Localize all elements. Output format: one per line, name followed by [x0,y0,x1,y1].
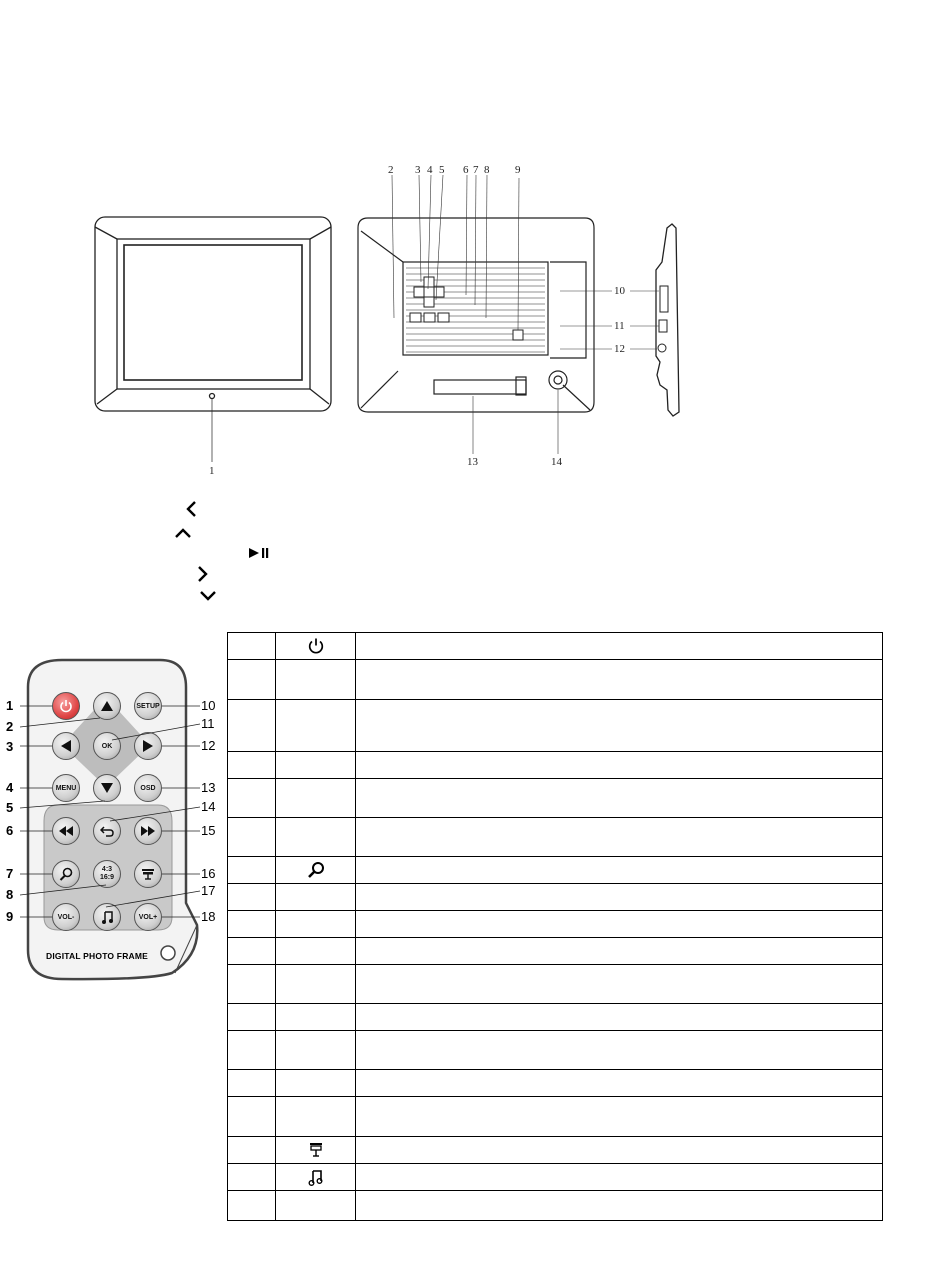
row-number [228,1031,276,1070]
row-description [356,884,883,911]
row-description [356,965,883,1004]
setup-label: SETUP [136,702,160,710]
remote-num-13: 13 [201,780,216,795]
table-row [228,660,883,700]
chevron-up-icon [173,526,193,540]
callout-5: 5 [439,164,445,176]
table-row [228,857,883,884]
row-icon-cell [276,965,356,1004]
ok-label: OK [101,742,113,750]
row-number [228,633,276,660]
table-row [228,911,883,938]
row-description [356,633,883,660]
aspect-ratio-label: 4:3 16:9 [99,866,114,881]
row-number [228,857,276,884]
row-icon-cell [276,911,356,938]
row-number [228,1137,276,1164]
row-description [356,911,883,938]
zoom-icon [307,861,325,879]
front-view [95,217,331,462]
vol-plus-label: VOL+ [138,913,158,921]
row-number [228,779,276,818]
callout-1: 1 [209,465,215,477]
remote-num-18: 18 [201,909,216,924]
callout-10: 10 [614,285,625,297]
row-icon-cell [276,1031,356,1070]
row-description [356,1070,883,1097]
table-row [228,1070,883,1097]
slideshow-icon [308,1142,324,1158]
table-row [228,938,883,965]
row-description [356,700,883,752]
remote-num-3: 3 [6,739,14,754]
row-description [356,1191,883,1221]
row-icon-cell [276,660,356,700]
row-description [356,1164,883,1191]
back-buttons [410,277,523,340]
remote-num-5: 5 [6,800,14,815]
table-row [228,779,883,818]
row-number [228,1070,276,1097]
row-description [356,1137,883,1164]
remote-num-11: 11 [201,716,215,731]
row-icon-cell [276,1004,356,1031]
callout-6: 6 [463,164,469,176]
row-number [228,1004,276,1031]
row-number [228,752,276,779]
play-pause-icon [247,546,271,560]
photo-frame-diagram [0,0,950,500]
table-row [228,884,883,911]
side-view [656,224,679,416]
key-function-table [227,632,883,1221]
callout-14: 14 [551,456,562,468]
music-icon [308,1168,324,1186]
back-view [358,218,594,412]
callout-9: 9 [515,164,521,176]
row-icon-cell [276,884,356,911]
row-description [356,779,883,818]
row-number [228,818,276,857]
row-number [228,884,276,911]
row-icon-cell [276,752,356,779]
row-number [228,1191,276,1221]
row-number [228,911,276,938]
remote-num-2: 2 [6,719,14,734]
table-row [228,1191,883,1221]
callout-11: 11 [614,320,625,332]
chevron-right-icon [195,564,211,584]
callout-2: 2 [388,164,394,176]
row-icon-cell [276,857,356,884]
table-row [228,818,883,857]
row-number [228,1097,276,1137]
remote-num-7: 7 [6,866,14,881]
menu-label: MENU [55,784,77,792]
table-row [228,633,883,660]
row-icon-cell [276,938,356,965]
table-row [228,1164,883,1191]
remote-num-4: 4 [6,780,14,795]
row-description [356,1004,883,1031]
vol-minus-label: VOL- [57,913,75,921]
row-number [228,965,276,1004]
remote-num-9: 9 [6,909,14,924]
table-row [228,1137,883,1164]
chevron-down-icon [198,589,218,603]
row-icon-cell [276,1070,356,1097]
row-icon-cell [276,779,356,818]
table-row [228,1097,883,1137]
callout-8: 8 [484,164,490,176]
callout-12: 12 [614,343,625,355]
callout-3: 3 [415,164,421,176]
remote-num-15: 15 [201,823,216,838]
remote-num-6: 6 [6,823,14,838]
row-description [356,857,883,884]
row-icon-cell [276,1164,356,1191]
remote-num-14: 14 [201,799,216,814]
table-row [228,752,883,779]
row-description [356,1031,883,1070]
row-number [228,660,276,700]
row-icon-cell [276,1191,356,1221]
row-description [356,660,883,700]
remote-num-10: 10 [201,698,216,713]
callout-7: 7 [473,164,479,176]
row-description [356,818,883,857]
table-row [228,700,883,752]
remote-num-17: 17 [201,883,216,898]
remote-num-8: 8 [6,887,14,902]
remote-num-1: 1 [6,698,14,713]
remote-num-12: 12 [201,738,216,753]
remote-leaders [0,655,225,985]
chevron-left-icon [183,499,199,519]
row-number [228,700,276,752]
row-icon-cell [276,1097,356,1137]
row-icon-cell [276,818,356,857]
row-icon-cell [276,1137,356,1164]
table-row [228,1004,883,1031]
row-number [228,1164,276,1191]
row-description [356,1097,883,1137]
remote-control [0,655,225,985]
row-description [356,938,883,965]
power-icon [307,637,325,655]
row-icon-cell [276,633,356,660]
row-number [228,938,276,965]
callout-13: 13 [467,456,478,468]
table-row [228,965,883,1004]
table-row [228,1031,883,1070]
remote-num-16: 16 [201,866,216,881]
row-description [356,752,883,779]
callout-4: 4 [427,164,433,176]
side-leaders [560,291,659,349]
remote-caption: DIGITAL PHOTO FRAME [46,951,149,961]
osd-label: OSD [140,784,156,792]
row-icon-cell [276,700,356,752]
